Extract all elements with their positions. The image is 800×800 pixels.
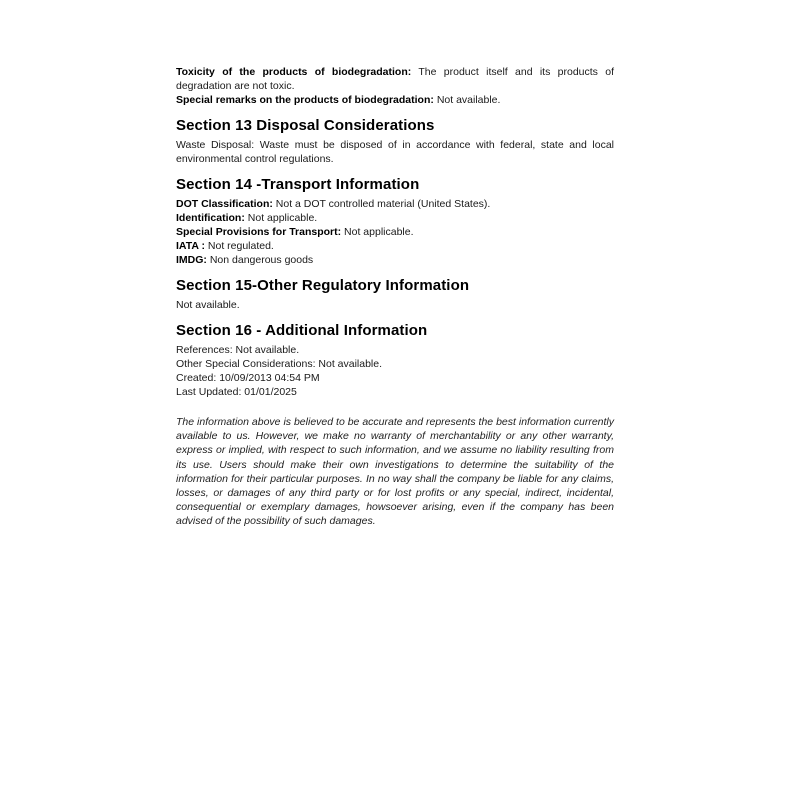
section-15-title: Section 15-Other Regulatory Information <box>176 277 470 294</box>
disclaimer-paragraph: The information above is believed to be accurate and represents the best information currently available to us. However, we make no warranty of merchantability or any other warranty, express or implied, with respect to such information, and we assume no liability resulting from its use. Users should make their own investigations to determine the suitability of the information for their particular purposes. In no way shall the company be liable for any claims, losses, or damages of any third party or for lost profits or any special, indirect, incidental, consequential or exemplary damages, howsoever arising, even if the company has been advised of the possibility of such damages. <box>176 416 614 528</box>
section-14-title: Section 14 -Transport Information <box>176 176 420 193</box>
msds-document-page <box>176 65 614 529</box>
references-line: References: Not available. <box>176 344 300 356</box>
field-label-toxicity-of-biodegradation: Toxicity of the products of biodegradation: <box>176 66 412 78</box>
field-value-imdg: Non dangerous goods <box>209 254 314 266</box>
created-date-line: Created: 10/09/2013 04:54 PM <box>176 372 320 384</box>
field-value-special-provisions: Not applicable. <box>344 226 414 238</box>
field-label-iata: IATA : <box>176 240 205 252</box>
field-value-toxicity-of-biodegradation: The product itself and its products of degradation are not toxic. <box>176 66 614 92</box>
other-special-considerations-line: Other Special Considerations: Not available. <box>176 358 383 370</box>
imdg-line <box>176 253 614 267</box>
field-value-dot-classification: Not a DOT controlled material (United States). <box>275 198 491 210</box>
section-15-body: Not available. <box>176 299 240 311</box>
dot-classification-line <box>176 197 614 211</box>
field-label-special-remarks: Special remarks on the products of biodegradation: <box>176 94 434 106</box>
field-value-identification: Not applicable. <box>247 212 318 224</box>
identification-line <box>176 211 614 225</box>
section-13-title: Section 13 Disposal Considerations <box>176 117 435 134</box>
field-label-imdg: IMDG: <box>176 254 207 266</box>
field-label-identification: Identification: <box>176 212 245 224</box>
field-label-dot-classification: DOT Classification: <box>176 198 273 210</box>
last-updated-line: Last Updated: 01/01/2025 <box>176 386 297 398</box>
field-value-special-remarks: Not available. <box>436 94 501 106</box>
section-16-title: Section 16 - Additional Information <box>176 322 428 339</box>
biodegradation-toxicity-line <box>176 65 614 93</box>
field-label-special-provisions: Special Provisions for Transport: <box>176 226 342 238</box>
biodegradation-special-remarks-line <box>176 93 614 107</box>
special-provisions-line <box>176 225 614 239</box>
waste-disposal-paragraph: Waste Disposal: Waste must be disposed of in accordance with federal, state and local environmental control regulations. <box>176 139 614 165</box>
iata-line <box>176 239 614 253</box>
field-value-iata: Not regulated. <box>207 240 274 252</box>
